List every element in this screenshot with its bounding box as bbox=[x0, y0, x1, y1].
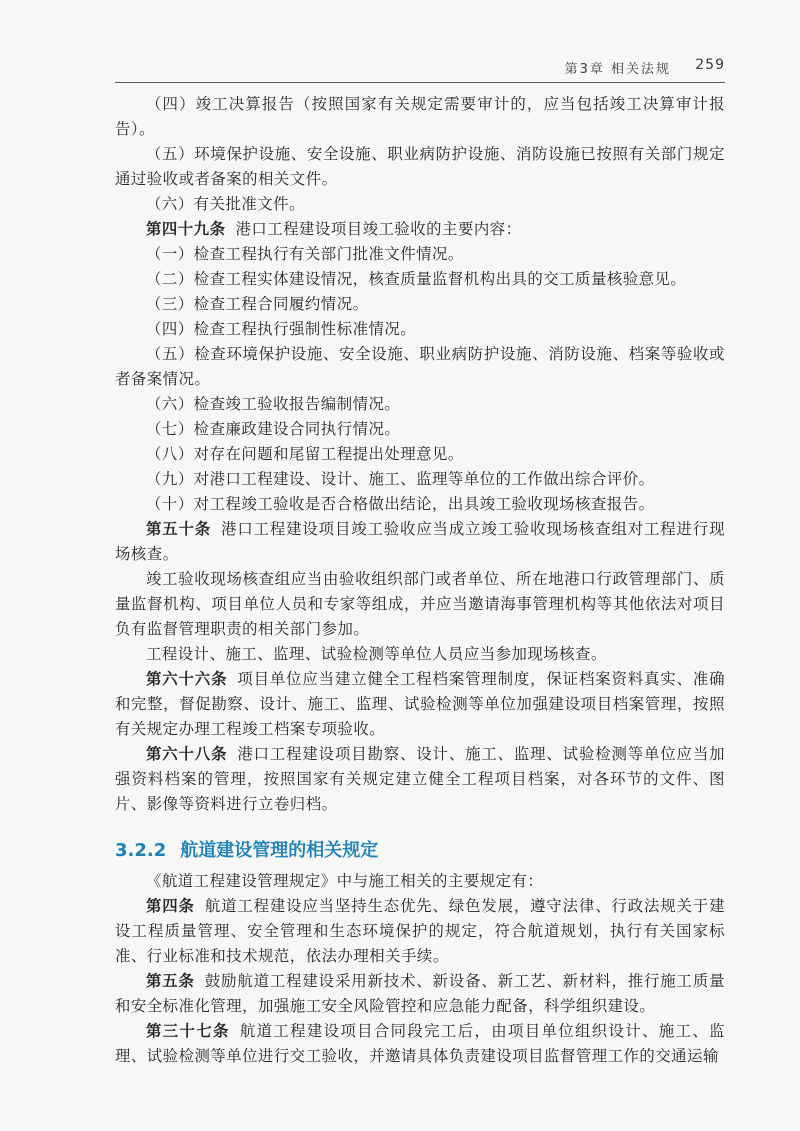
paragraph: 工程设计、施工、监理、试验检测等单位人员应当参加现场核查。 bbox=[146, 645, 607, 663]
article-text: 鼓励航道工程建设采用新技术、新设备、新工艺、新材料，推行施工质量和安全标准化管理，加强施工安全风险管控和应急能力配备，科学组织建设。 bbox=[115, 972, 725, 1015]
article-label: 第五十条 bbox=[146, 520, 212, 538]
paragraph: （六）有关批准文件。 bbox=[146, 195, 305, 213]
paragraph: 竣工验收现场核查组应当由验收组织部门或者单位、所在地港口行政管理部门、质量监督机构、项目单位人员和专家等组成，并应当邀请海事管理机构等其他依法对项目负有监督管理职责的相关部门参加。 bbox=[115, 570, 725, 638]
article-66 bbox=[115, 667, 725, 742]
article-text: 项目单位应当建立健全工程档案管理制度，保证档案资料真实、准确和完整，督促勘察、设计、施工、监理、试验检测等单位加强建设项目档案管理，按照有关规定办理工程竣工档案专项验收。 bbox=[115, 670, 725, 738]
paragraph: （五）检查环境保护设施、安全设施、职业病防护设施、消防设施、档案等验收或者备案情况。 bbox=[115, 345, 725, 388]
paragraph: （六）检查竣工验收报告编制情况。 bbox=[146, 395, 401, 413]
page-number: 259 bbox=[695, 57, 725, 73]
article-label: 第六十六条 bbox=[146, 670, 228, 688]
section-number: 3.2.2 bbox=[115, 840, 167, 861]
article-text: 航道工程建设应当坚持生态优先、绿色发展，遵守法律、行政法规关于建设工程质量管理、安全管理和生态环境保护的规定，符合航道规划，执行有关国家标准、行业标准和技术规范，依法办理相关手续。 bbox=[115, 897, 725, 965]
page-body bbox=[115, 92, 725, 1069]
paragraph: （八）对存在问题和尾留工程提出处理意见。 bbox=[146, 445, 464, 463]
article-50 bbox=[115, 517, 725, 567]
paragraph: （四）检查工程执行强制性标准情况。 bbox=[146, 320, 417, 338]
paragraph: （七）检查廉政建设合同执行情况。 bbox=[146, 420, 401, 438]
article-4 bbox=[115, 894, 725, 969]
article-label: 第四十九条 bbox=[146, 220, 226, 238]
article-5 bbox=[115, 969, 725, 1019]
article-text: 航道工程建设项目合同段完工后，由项目单位组织设计、施工、监理、试验检测等单位进行交工验收，并邀请具体负责建设项目监督管理工作的交通运输 bbox=[115, 1022, 725, 1065]
paragraph: （三）检查工程合同履约情况。 bbox=[146, 295, 369, 313]
article-68 bbox=[115, 742, 725, 817]
article-text: 港口工程建设项目竣工验收的主要内容： bbox=[235, 220, 522, 238]
article-text: 港口工程建设项目竣工验收应当成立竣工验收现场核查组对工程进行现场核查。 bbox=[115, 520, 725, 563]
article-label: 第五条 bbox=[146, 972, 195, 990]
paragraph: 《航道工程建设管理规定》中与施工相关的主要规定有： bbox=[146, 872, 544, 890]
paragraph: （九）对港口工程建设、设计、施工、监理等单位的工作做出综合评价。 bbox=[146, 470, 655, 488]
article-label: 第三十七条 bbox=[146, 1022, 230, 1040]
paragraph: （一）检查工程执行有关部门批准文件情况。 bbox=[146, 245, 464, 263]
running-header-chapter: 第3章 相关法规 bbox=[564, 62, 671, 77]
article-text: 港口工程建设项目勘察、设计、施工、监理、试验检测等单位应当加强资料档案的管理，按照国家有关规定建立健全工程项目档案，对各环节的文件、图片、影像等资料进行立卷归档。 bbox=[115, 745, 725, 813]
section-heading bbox=[115, 839, 725, 863]
paragraph: （十）对工程竣工验收是否合格做出结论，出具竣工验收现场核查报告。 bbox=[146, 495, 655, 513]
paragraph: （四）竣工决算报告（按照国家有关规定需要审计的，应当包括竣工决算审计报告）。 bbox=[115, 95, 725, 138]
article-37 bbox=[115, 1019, 725, 1069]
page-header bbox=[115, 56, 725, 76]
header-rule bbox=[115, 82, 725, 83]
section-title: 航道建设管理的相关规定 bbox=[180, 840, 379, 861]
article-49 bbox=[115, 217, 725, 242]
article-label: 第四条 bbox=[146, 897, 195, 915]
article-label: 第六十八条 bbox=[146, 745, 228, 763]
paragraph: （五）环境保护设施、安全设施、职业病防护设施、消防设施已按照有关部门规定通过验收或者备案的相关文件。 bbox=[115, 145, 725, 188]
paragraph: （二）检查工程实体建设情况，核查质量监督机构出具的交工质量核验意见。 bbox=[146, 270, 687, 288]
